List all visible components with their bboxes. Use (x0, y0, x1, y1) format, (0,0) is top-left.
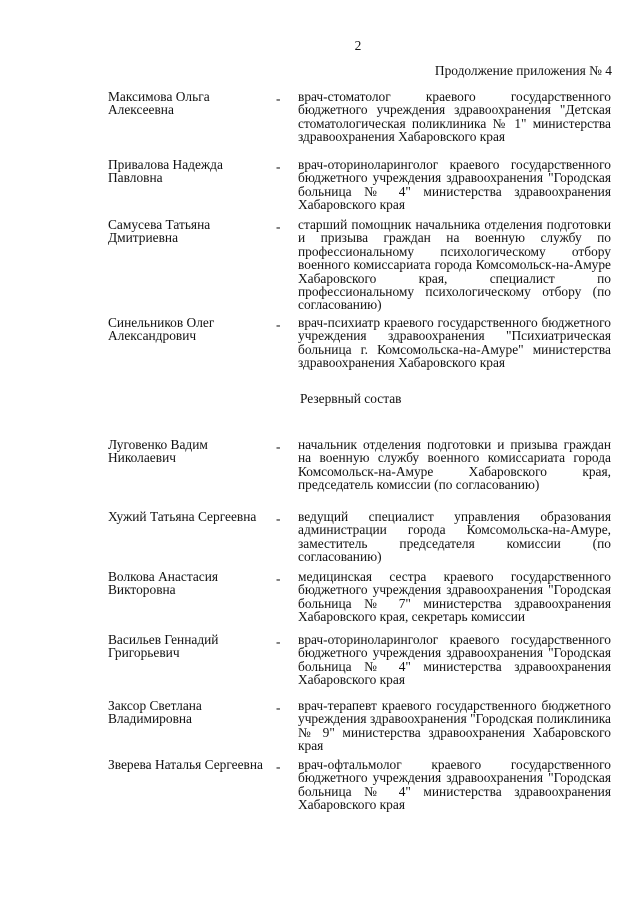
member-description: врач-терапевт краевого государственного бюджетного учреждения здравоохранения "Городская поликлиника № 9" министерства здравоохранения Хабаровского края (298, 698, 611, 754)
dash-separator: - (276, 700, 281, 715)
appendix-note: Продолжение приложения № 4 (434, 63, 612, 78)
member-description: начальник отделения подготовки и призыва граждан на военную службу военного комиссариата города Комсомольск-на-Амуре Хабаровского края, председатель комиссии (по согласованию) (298, 437, 611, 493)
member-description: врач-оториноларинголог краевого государственного бюджетного учреждения здравоохранения "Городская больница № 4" министерства здравоохранения Хабаровского края (298, 157, 611, 213)
member-description: врач-офтальмолог краевого государственного бюджетного учреждения здравоохранения "Городская больница № 4" министерства здравоохранения Хабаровского края (298, 757, 611, 813)
dash-separator: - (276, 511, 281, 526)
dash-separator: - (276, 759, 281, 774)
dash-separator: - (276, 159, 281, 174)
member-name: Зверева Наталья Сергеевна (108, 757, 263, 772)
member-description: врач-психиатр краевого государственного бюджетного учреждения здравоохранения "Психиатрическая больница г. Комсомольска-на-Амуре" министерства здравоохранения Хабаровского края (298, 315, 611, 371)
member-name: Васильев Геннадий Григорьевич (108, 632, 219, 661)
dash-separator: - (276, 219, 281, 234)
member-description: врач-стоматолог краевого государственного бюджетного учреждения здравоохранения "Детская стоматологическая поликлиника № 1" министерства здравоохранения Хабаровского края (298, 89, 611, 145)
dash-separator: - (276, 317, 281, 332)
dash-separator: - (276, 571, 281, 586)
member-name: Самусева Татьяна Дмитриевна (108, 217, 211, 246)
member-name: Луговенко Вадим Николаевич (108, 437, 208, 466)
page-number: 2 (354, 38, 362, 53)
member-name: Заксор Светлана Владимировна (108, 698, 202, 727)
member-description: врач-оториноларинголог краевого государственного бюджетного учреждения здравоохранения "Городская больница № 4" министерства здравоохранения Хабаровского края (298, 632, 611, 688)
dash-separator: - (276, 439, 281, 454)
member-description: ведущий специалист управления образования администрации города Комсомольска-на-Амуре, заместитель председателя комиссии (по согласованию) (298, 509, 611, 565)
member-name: Максимова Ольга Алексеевна (108, 89, 210, 118)
dash-separator: - (276, 91, 281, 106)
member-name: Хужий Татьяна Сергеевна (108, 509, 257, 524)
member-description: старший помощник начальника отделения подготовки и призыва граждан на военную службу по профессиональному психологическому отбору военного комиссариата города Комсомольск-на-Амуре Хабаровского края, специалист по профессиональному психологическому отбору (по согласованию) (298, 217, 611, 313)
dash-separator: - (276, 634, 281, 649)
member-name: Привалова Надежда Павловна (108, 157, 223, 186)
member-name: Синельников Олег Александрович (108, 315, 215, 344)
member-name: Волкова Анастасия Викторовна (108, 569, 219, 598)
member-description: медицинская сестра краевого государственного бюджетного учреждения здравоохранения "Городская больница № 7" министерства здравоохранения Хабаровского края, секретарь комиссии (298, 569, 611, 625)
reserve-section-title: Резервный состав (300, 391, 402, 406)
